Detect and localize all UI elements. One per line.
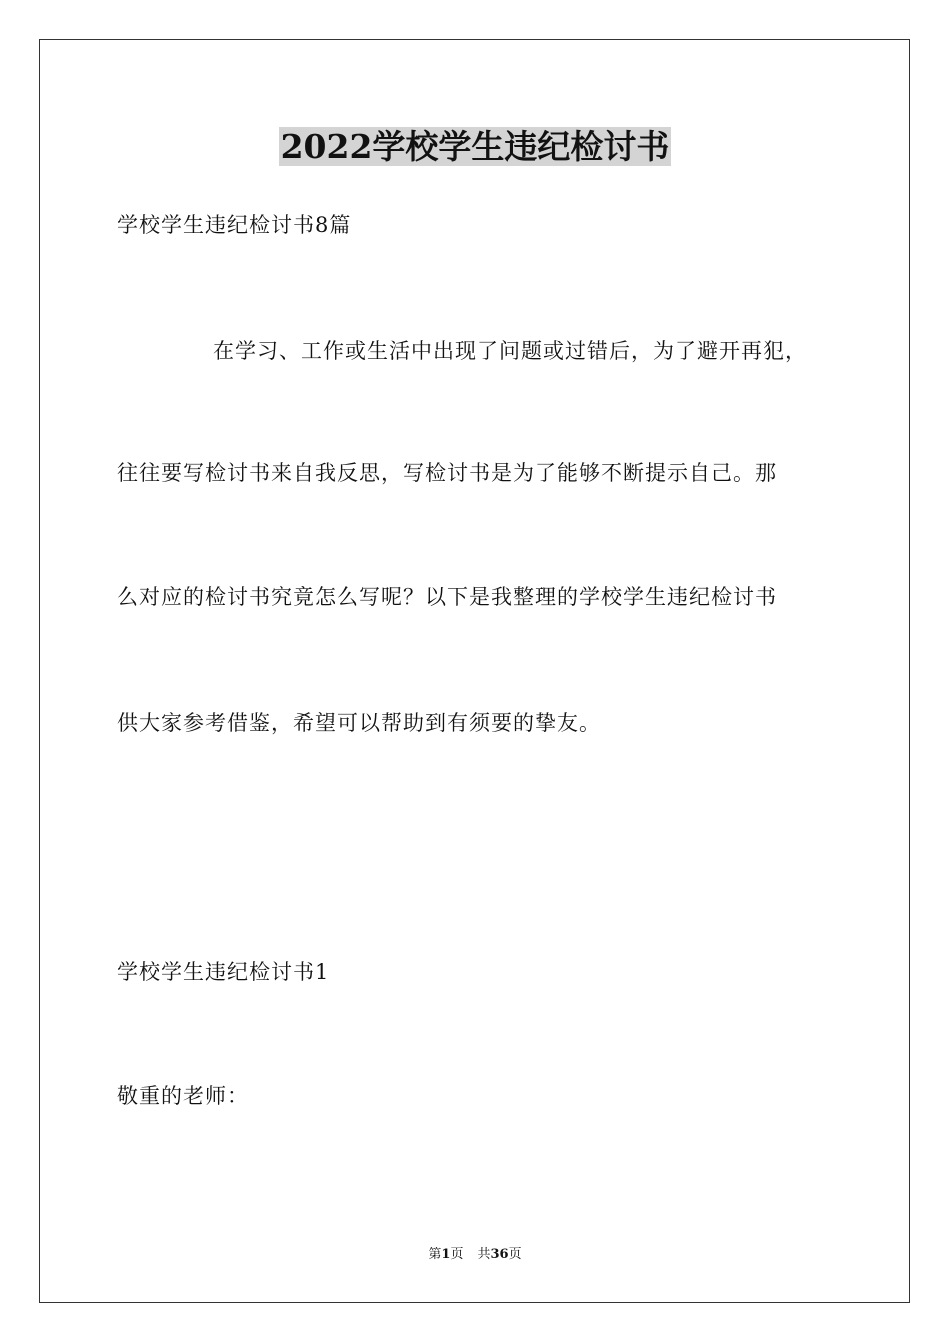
footer-page-suffix: 页 [450,1247,464,1262]
footer-total-pages: 36 [490,1247,509,1262]
document-subtitle: 学校学生违纪检讨书8篇 [117,213,352,237]
footer-page-number: 1 [441,1247,451,1262]
salutation: 敬重的老师： [117,1084,249,1108]
footer-total-prefix: 共 [477,1247,491,1262]
paragraph-line: 么对应的检讨书究竟怎么写呢？以下是我整理的学校学生违纪检讨书 [117,585,777,609]
paragraph-line: 往往要写检讨书来自我反思，写检讨书是为了能够不断提示自己。那 [117,461,777,485]
document-title [0,126,950,168]
document-title-text: 2022学校学生违纪检讨书 [280,127,670,166]
paragraph-line: 在学习、工作或生活中出现了问题或过错后，为了避开再犯， [213,339,807,363]
paragraph-line: 供大家参考借鉴，希望可以帮助到有须要的挚友。 [117,711,601,735]
section-heading: 学校学生违纪检讨书1 [117,960,330,984]
footer-total-suffix: 页 [508,1247,522,1262]
page-footer [0,1246,950,1264]
footer-page-prefix: 第 [428,1247,442,1262]
